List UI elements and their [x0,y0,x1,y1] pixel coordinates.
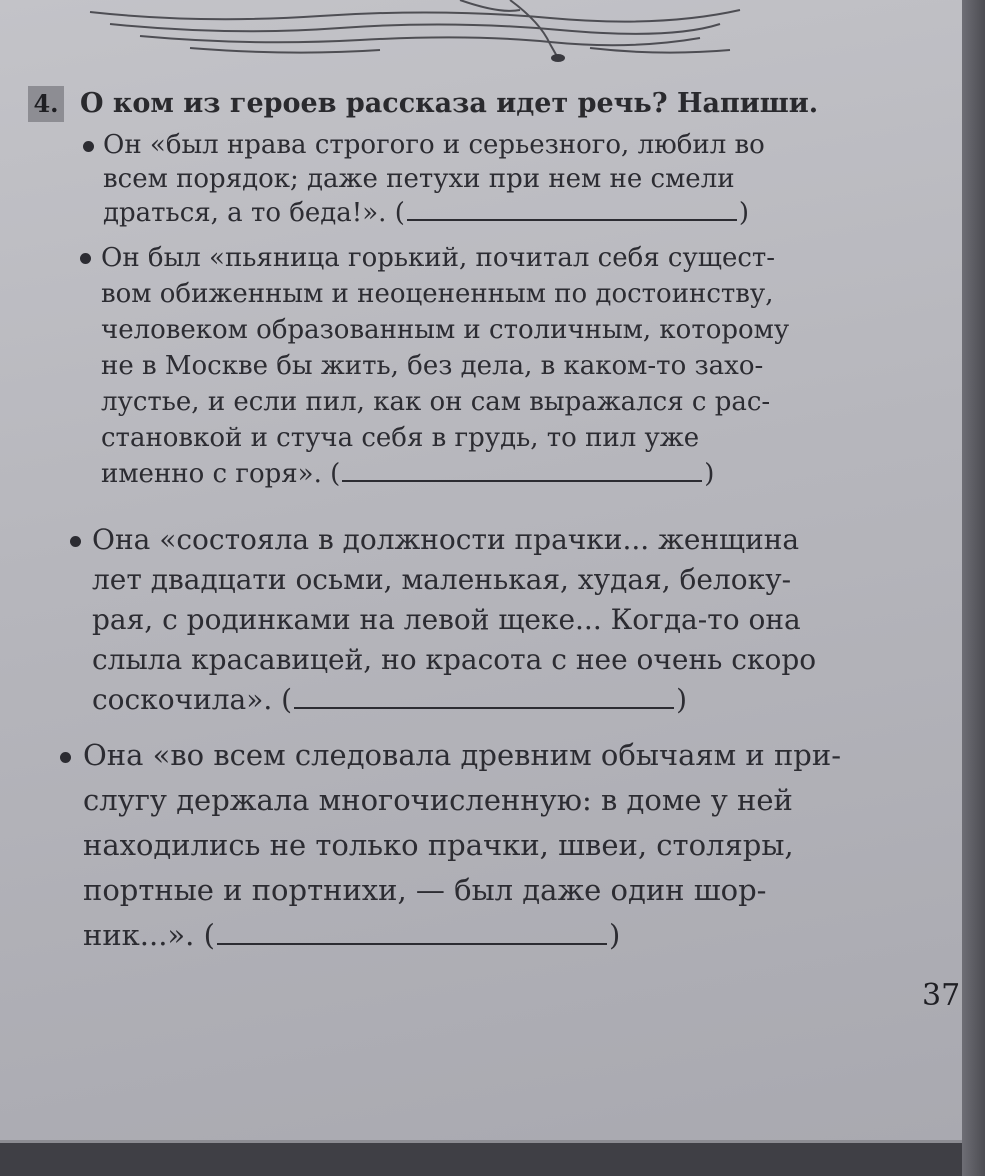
bullet-dot [80,253,91,264]
item-2-line-2: вом обиженным и неоцененным по достоинству, [101,279,774,309]
item-1-line-1: Он «был нрава строгого и серьезного, любил во [103,130,765,160]
bullet-dot [70,536,81,547]
item-1-line-3: драться, а то беда!». ( [103,198,405,228]
item-2-line-4: не в Москве бы жить, без дела, в каком-то захо- [101,351,764,381]
item-3-line-3: рая, с родинками на левой щеке... Когда-то она [92,603,801,636]
closing-paren: ) [704,459,715,489]
answer-blank[interactable] [342,460,702,482]
item-3-line-4: слыла красавицей, но красота с нее очень скоро [92,643,817,676]
task-header [28,86,928,130]
answer-blank[interactable] [407,199,737,221]
item-3-line-2: лет двадцати осьми, маленькая, худая, белоку- [92,563,792,596]
item-2-line-7: именно с горя». ( [101,459,341,489]
page-number: 37 [922,978,961,1013]
closing-paren: ) [608,918,621,952]
task-question: О ком из героев рассказа идет речь? Напиши. [80,88,819,119]
item-4-line-1: Она «во всем следовала древним обычаям и при- [83,738,841,772]
bullet-dot [83,141,94,152]
item-3 [92,520,816,720]
item-3-line-1: Она «состояла в должности прачки... женщина [92,523,800,556]
item-4-line-2: слугу держала многочисленную: в доме у ней [83,783,793,817]
item-2-line-5: лустье, и если пил, как он сам выражался с рас- [101,387,771,417]
item-4 [83,733,841,958]
page-edge [962,0,985,1176]
item-2-line-1: Он был «пьяница горький, почитал себя сущест- [101,243,776,273]
item-1-line-2: всем порядок; даже петухи при нем не смели [103,164,735,194]
item-4-line-3: находились не только прачки, швеи, столяры, [83,828,794,862]
answer-blank[interactable] [217,923,607,945]
closing-paren: ) [738,198,749,228]
bullet-dot [60,752,71,763]
item-4-line-4: портные и портнихи, — был даже один шор- [83,873,767,907]
item-3-line-5: соскочила». ( [92,683,293,716]
item-2-line-6: становкой и стуча себя в грудь, то пил уже [101,423,700,453]
item-1 [103,128,765,230]
answer-blank[interactable] [294,687,674,709]
item-2-line-3: человеком образованным и столичным, которому [101,315,790,345]
closing-paren: ) [676,683,688,716]
item-2 [101,240,789,492]
item-4-line-5: ник...». ( [83,918,215,952]
task-number: 4. [28,86,64,122]
boat-illustration [80,0,760,70]
